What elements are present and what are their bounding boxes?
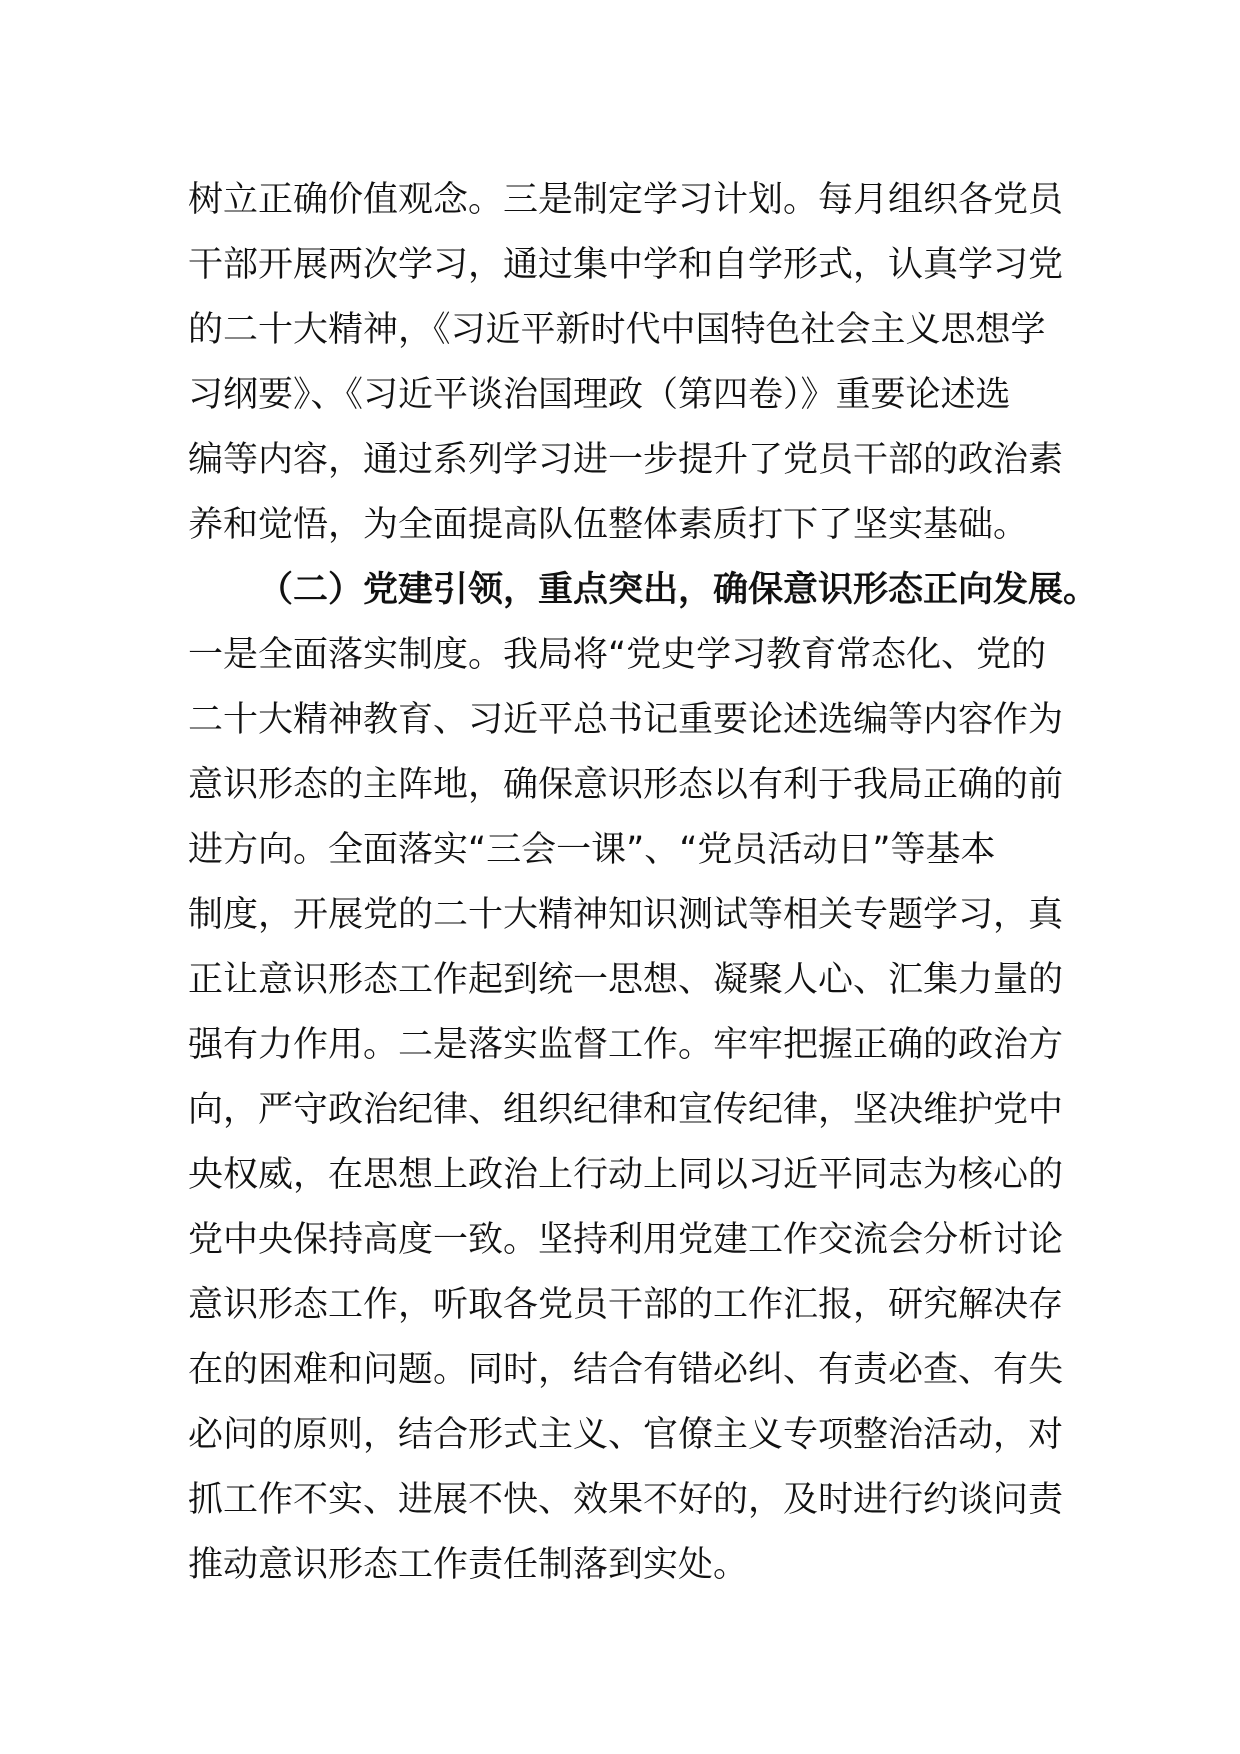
text-line-15: 向，严守政治纪律、组织纪律和宣传纪律，坚决维护党中 [188,1090,1064,1130]
text-line-5: 编等内容，通过系列学习进一步提升了党员干部的政治素 [188,440,1064,480]
text-line-14: 强有力作用。二是落实监督工作。牢牢把握正确的政治方 [188,1025,1064,1065]
text-line-21: 抓工作不实、进展不快、效果不好的，及时进行约谈问责 [188,1480,1064,1520]
text-line-3: 的二十大精神，《习近平新时代中国特色社会主义思想学 [188,310,1046,350]
text-line-13: 正让意识形态工作起到统一思想、凝聚人心、汇集力量的 [188,960,1064,1000]
text-line-17: 党中央保持高度一致。坚持利用党建工作交流会分析讨论 [188,1220,1064,1260]
text-line-19: 在的困难和问题。同时，结合有错必纠、有责必查、有失 [188,1350,1064,1390]
text-line-22: 推动意识形态工作责任制落到实处。 [188,1545,749,1585]
text-line-10: 意识形态的主阵地，确保意识形态以有利于我局正确的前 [188,765,1064,805]
text-line-20: 必问的原则，结合形式主义、官僚主义专项整治活动，对 [188,1415,1064,1455]
text-line-8: 一是全面落实制度。我局将“党史学习教育常态化、党的 [188,635,1047,675]
text-line-12: 制度，开展党的二十大精神知识测试等相关专题学习，真 [188,895,1064,935]
text-line-2: 干部开展两次学习，通过集中学和自学形式，认真学习党 [188,245,1064,285]
text-line-1: 树立正确价值观念。三是制定学习计划。每月组织各党员 [188,180,1064,220]
section-heading: （二）党建引领，重点突出，确保意识形态正向发展。 [258,570,1099,610]
text-line-6: 养和觉悟，为全面提高队伍整体素质打下了坚实基础。 [188,505,1029,545]
text-line-4: 习纲要》、《习近平谈治国理政（第四卷）》重要论述选 [188,375,1011,415]
text-line-9: 二十大精神教育、习近平总书记重要论述选编等内容作为 [188,700,1064,740]
text-line-16: 央权威，在思想上政治上行动上同以习近平同志为核心的 [188,1155,1064,1195]
text-line-18: 意识形态工作，听取各党员干部的工作汇报，研究解决存 [188,1285,1064,1325]
text-line-11: 进方向。全面落实“三会一课”、“党员活动日”等基本 [188,830,996,870]
